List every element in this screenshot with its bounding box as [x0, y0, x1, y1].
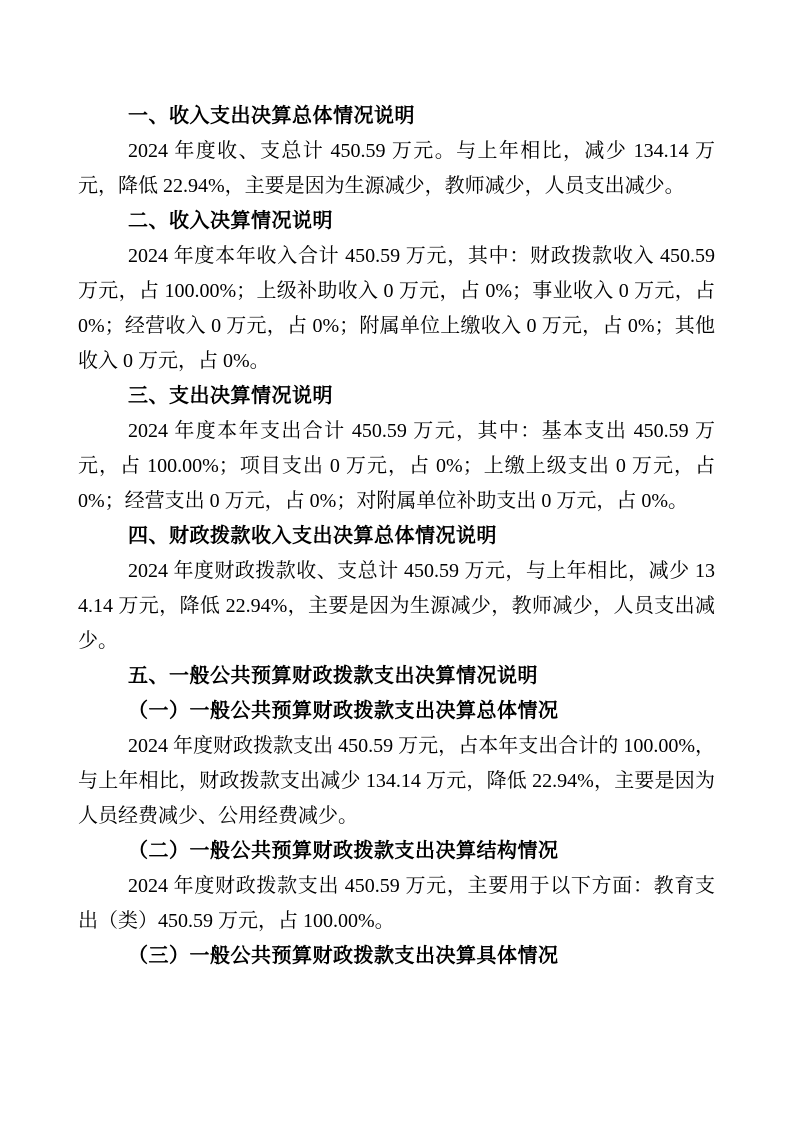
- section-heading-1: 一、收入支出决算总体情况说明: [128, 105, 415, 127]
- subsection-heading-5-1: （一）一般公共预算财政拨款支出决算总体情况: [128, 700, 559, 722]
- document-body: [78, 99, 715, 974]
- subsection-heading-5-3: （三）一般公共预算财政拨款支出决算具体情况: [128, 945, 559, 967]
- section-1-paragraph: 2024 年度收、支总计 450.59 万元。与上年相比，减少 134.14 万元，降低 22.94%，主要是因为生源减少，教师减少，人员支出减少。: [78, 140, 715, 197]
- section-heading-4: 四、财政拨款收入支出决算总体情况说明: [128, 525, 497, 547]
- subsection-5-2-paragraph: 2024 年度财政拨款支出 450.59 万元，主要用于以下方面：教育支出（类）450.59 万元，占 100.00%。: [78, 875, 715, 932]
- section-heading-3: 三、支出决算情况说明: [128, 385, 333, 407]
- subsection-5-1-paragraph: 2024 年度财政拨款支出 450.59 万元，占本年支出合计的 100.00%，与上年相比，财政拨款支出减少 134.14 万元，降低 22.94%，主要是因为人员经费减少、公用经费减少。: [78, 735, 715, 827]
- section-3-paragraph: 2024 年度本年支出合计 450.59 万元，其中：基本支出 450.59 万元，占 100.00%；项目支出 0 万元，占 0%；上缴上级支出 0 万元，占 0%；经营支出 0 万元，占 0%；对附属单位补助支出 0 万元，占 0%。: [78, 420, 715, 512]
- section-4-paragraph: 2024 年度财政拨款收、支总计 450.59 万元，与上年相比，减少 134.14 万元，降低 22.94%，主要是因为生源减少，教师减少，人员支出减少。: [78, 560, 715, 652]
- subsection-heading-5-2: （二）一般公共预算财政拨款支出决算结构情况: [128, 840, 559, 862]
- section-2-paragraph: 2024 年度本年收入合计 450.59 万元，其中：财政拨款收入 450.59 万元，占 100.00%；上级补助收入 0 万元，占 0%；事业收入 0 万元，占 0%；经营收入 0 万元，占 0%；附属单位上缴收入 0 万元，占 0%；其他收入 0 万元，占 0%。: [78, 245, 715, 372]
- section-heading-5: 五、一般公共预算财政拨款支出决算情况说明: [128, 665, 538, 687]
- section-heading-2: 二、收入决算情况说明: [128, 210, 333, 232]
